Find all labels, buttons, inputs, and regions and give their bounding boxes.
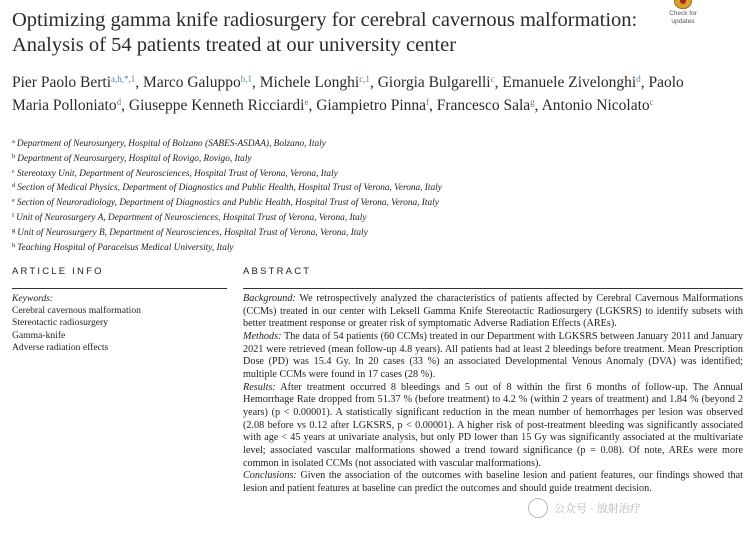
- author-affiliation-marker[interactable]: c,1: [359, 74, 370, 84]
- author-affiliation-marker[interactable]: e: [304, 96, 309, 107]
- abstract-section: [243, 331, 743, 382]
- author-separator: ,: [494, 74, 503, 91]
- abstract-section-text: We retrospectively analyzed the characteristics of patients affected by Cerebral Cavernous Malformations (CCMs) treated in our center with Leksell Gamma Knife Stereotactic Radiosurgery (LGKSRS) to identify subsets with better treatment response or greater risk of symptomatic Adverse Radiation Effects (AREs).: [243, 293, 743, 330]
- author-name[interactable]: Giuseppe Kenneth Ricciardi: [128, 96, 305, 114]
- abstract-section: [243, 293, 743, 331]
- author-name[interactable]: Pier Paolo Berti: [12, 74, 112, 91]
- author-name[interactable]: Antonio Nicolato: [541, 96, 650, 114]
- affiliation-text: Unit of Neurosurgery B, Department of Neurosciences, Hospital Trust of Verona, Verona, Italy: [17, 227, 368, 238]
- affiliation-text: Department of Neurosurgery, Hospital of Rovigo, Rovigo, Italy: [17, 153, 252, 164]
- keywords-label: Keywords:: [12, 293, 54, 304]
- author-name[interactable]: Francesco Sala: [436, 96, 531, 114]
- affiliation-marker: d: [12, 182, 16, 190]
- keyword-item: Cerebral cavernous malformation: [12, 305, 141, 317]
- abstract-section: [243, 470, 743, 495]
- author-separator: ,: [429, 96, 437, 114]
- keyword-item: Adverse radiation effects: [12, 341, 109, 353]
- article-info-heading: ARTICLE INFO: [12, 266, 104, 277]
- affiliation-marker: e: [12, 197, 15, 205]
- affiliation-item: [12, 225, 612, 240]
- affiliation-text: Department of Neurosurgery, Hospital of Bolzano (SABES-ASDAA), Bolzano, Italy: [16, 139, 326, 149]
- check-for-updates-badge[interactable]: [661, 0, 705, 26]
- author-list: [12, 70, 712, 115]
- badge-label-1: Check for: [669, 10, 697, 17]
- check-updates-icon: [674, 0, 692, 9]
- keyword-item: Stereotactic radiosurgery: [12, 317, 108, 329]
- affiliation-item: [12, 151, 612, 166]
- abstract-rule: [243, 288, 743, 289]
- affiliation-text: Section of Medical Physics, Department of Diagnostics and Public Health, Hospital Trust of Verona, Verona, Italy: [17, 183, 442, 194]
- author-name[interactable]: Giorgia Bulgarelli: [377, 74, 491, 91]
- abstract-section-label: Background:: [243, 293, 296, 304]
- abstract-body: [243, 293, 743, 496]
- author-separator: ,: [369, 74, 378, 91]
- affiliation-item: [12, 210, 612, 225]
- abstract-section-text: After treatment occurred 8 bleedings and 5 out of 8 within the first 6 months of follow-up. The Annual Hemorrhage Rate dropped from 51.37 % (before treatment) to 4.2 % (within 2 years of treatment) and 1.84 % (beyond 2 years) (p < 0.00001). A statistically significant reduction in the mean number of hemorrhages per lesion was observed (2.08 before vs 0.12 after LGKSRS, p < 0.00001). A higher risk of post-treatment bleeding was significantly associated with age < 45 years at univariate analysis, but only PD lower than 15 Gy was significantly associated at the multivariate level; associated vascular malformations showed a trend toward significance (p = 0.08). Of note, AREs were more common in isolated CCMs (not associated with vascular malformations).: [243, 381, 743, 469]
- affiliation-item: [12, 240, 612, 255]
- author-name[interactable]: Michele Longhi: [259, 74, 360, 91]
- author-separator: ,: [640, 74, 649, 91]
- watermark: [528, 497, 740, 519]
- affiliation-text: Teaching Hospital of Paracelsus Medical University, Italy: [17, 242, 234, 253]
- author-separator: ,: [121, 96, 129, 114]
- author-affiliation-marker[interactable]: d: [636, 74, 641, 84]
- abstract-section-label: Results:: [243, 381, 276, 393]
- affiliation-marker: a: [12, 138, 15, 145]
- author-name[interactable]: Paolo Maria Polloniato: [12, 74, 684, 114]
- author-affiliation-marker[interactable]: c: [649, 96, 654, 107]
- affiliation-marker: c: [12, 167, 15, 175]
- abstract-heading: ABSTRACT: [243, 266, 312, 277]
- affiliation-marker: h: [12, 241, 16, 249]
- author-affiliation-marker[interactable]: g: [530, 96, 535, 107]
- abstract-section-label: Methods:: [243, 330, 282, 342]
- author-name[interactable]: Marco Galuppo: [143, 74, 241, 91]
- author-separator: ,: [135, 74, 144, 91]
- author-affiliation-marker[interactable]: d: [116, 96, 122, 107]
- keyword-item: Gamma-knife: [12, 329, 66, 341]
- affiliation-marker: f: [12, 211, 15, 219]
- watermark-text: 公众号 · 放射治疗: [554, 503, 641, 515]
- abstract-section-text: Given the association of the outcomes with baseline lesion and patient features, our findings showed that lesion and patient features at baseline can predict the outcomes and should guide treatment decision.: [243, 470, 743, 494]
- affiliation-list: [12, 136, 612, 254]
- abstract-section: [243, 382, 743, 471]
- affiliation-item: [12, 195, 612, 210]
- wechat-logo-icon: [528, 498, 548, 518]
- author-name[interactable]: Emanuele Zivelonghi: [502, 74, 637, 91]
- affiliation-text: Section of Neuroradiology, Department of Diagnostics and Public Health, Hospital Trust of Verona, Verona, Italy: [16, 198, 439, 209]
- affiliation-item: [12, 136, 612, 151]
- author-affiliation-marker[interactable]: c: [490, 74, 495, 84]
- article-info-rule: [12, 288, 227, 289]
- article-title: Optimizing gamma knife radiosurgery for cerebral cavernous malformation: Analysis of 54 patients treated at our university center: [12, 9, 638, 56]
- affiliation-text: Stereotaxy Unit, Department of Neurosciences, Hospital Trust of Verona, Verona, Italy: [16, 168, 338, 179]
- affiliation-text: Unit of Neurosurgery A, Department of Neurosciences, Hospital Trust of Verona, Verona, Italy: [16, 212, 367, 223]
- author-separator: ,: [252, 74, 260, 91]
- author-separator: ,: [534, 96, 542, 114]
- affiliation-item: [12, 180, 612, 195]
- keywords-list: [12, 305, 227, 354]
- abstract-section-text: The data of 54 patients (60 CCMs) treated in our Department with LGKSRS between January 2011 and January 2021 were retrieved (mean follow-up 4.8 years). All patients had at least 2 bleedings before treatment. Mean Prescription Dose (PD) was 15.4 Gy. In 20 cases (33 %) an associated Developmental Venous Anomaly (DVA) was identified; multiple CCMs were found in 17 cases (28 %).: [243, 330, 743, 380]
- author-affiliation-marker[interactable]: a,h,*,1: [111, 74, 136, 84]
- keywords-block: [12, 293, 227, 354]
- affiliation-marker: g: [12, 226, 16, 234]
- author-separator: ,: [308, 96, 317, 114]
- author-affiliation-marker[interactable]: b,1: [240, 74, 252, 84]
- author-affiliation-marker[interactable]: f: [426, 96, 430, 107]
- badge-label-2: updates: [671, 18, 695, 25]
- abstract-section-label: Conclusions:: [243, 470, 297, 482]
- affiliation-marker: b: [12, 152, 16, 160]
- author-name[interactable]: Giampietro Pinna: [316, 96, 427, 114]
- affiliation-item: [12, 166, 612, 181]
